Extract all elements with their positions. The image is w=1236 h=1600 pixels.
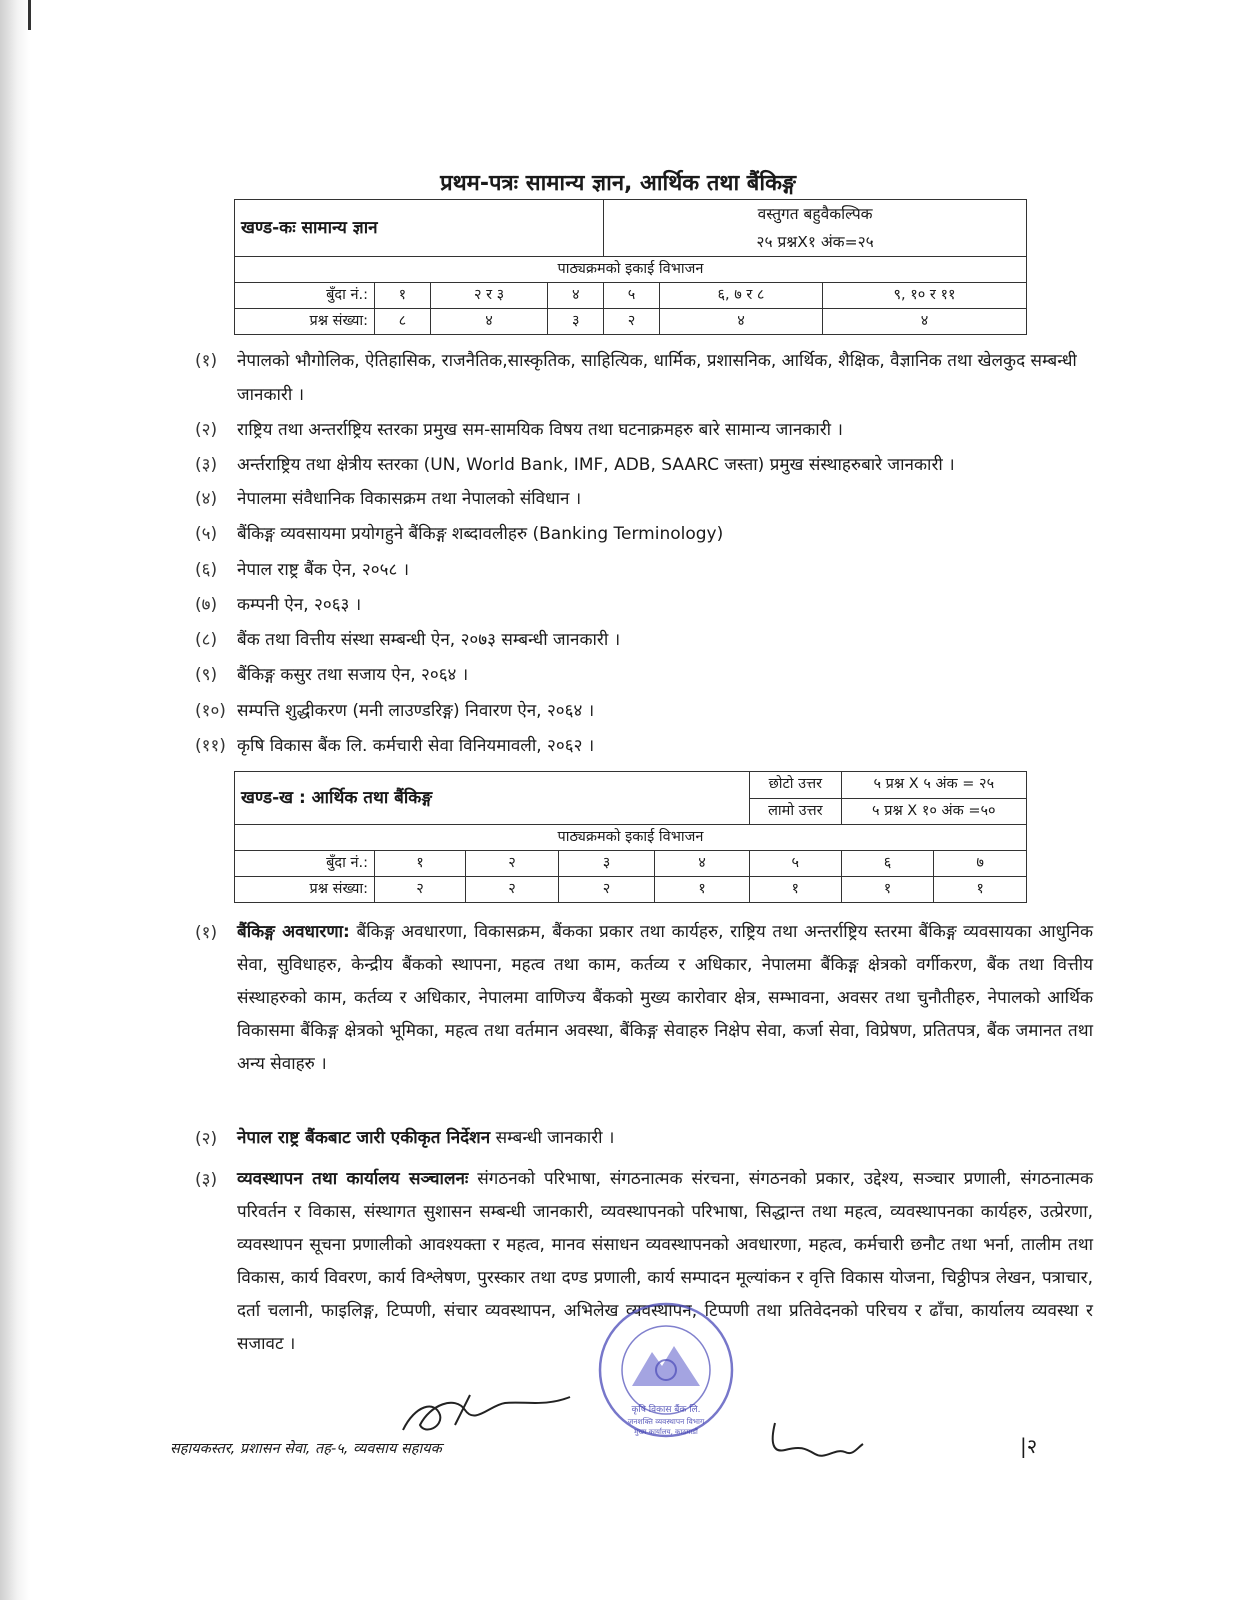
item-text: सम्बन्धी जानकारी । — [490, 1128, 615, 1148]
table-cell: ९, १० र ११ — [822, 283, 1026, 309]
short-answer-label: छोटो उत्तर — [750, 772, 842, 799]
scan-edge — [0, 0, 30, 1600]
list-item — [195, 448, 1095, 482]
points-label: बुँदा नं.: — [235, 283, 375, 309]
section-b-counts-row — [235, 877, 1027, 903]
item-text: कृषि विकास बैंक लि. कर्मचारी सेवा विनियमावली, २०६२ । — [237, 736, 595, 756]
section-a-counts-row — [235, 309, 1027, 335]
item-number: (५) — [195, 524, 218, 544]
signature-right — [765, 1418, 875, 1468]
item-number: (३) — [195, 455, 218, 475]
table-cell: ७ — [934, 851, 1027, 877]
item-heading: नेपाल राष्ट्र बैंकबाट जारी एकीकृत निर्देशन — [237, 1128, 491, 1148]
table-cell: १ — [841, 877, 934, 903]
item-number: (७) — [195, 595, 218, 615]
section-b-title: खण्ड-ख : आर्थिक तथा बैंकिङ्ग — [235, 772, 750, 825]
table-cell: ८ — [375, 309, 431, 335]
seal-line1: कृषि विकास बैंक लि. — [631, 1405, 701, 1415]
table-cell: ३ — [548, 309, 604, 335]
short-answer-value: ५ प्रश्न X ५ अंक = २५ — [841, 772, 1026, 799]
item-text: नेपालमा संवैधानिक विकासक्रम तथा नेपालको संविधान । — [237, 489, 582, 509]
table-cell: २ — [466, 877, 559, 903]
list-item — [195, 344, 1095, 405]
signature-left — [395, 1385, 595, 1445]
item-number: (११) — [195, 736, 226, 756]
item-text: राष्ट्रिय तथा अन्तर्राष्ट्रिय स्तरका प्रमुख सम-सामयिक विषय तथा घटनाक्रमहरु बारे सामान्य जानकारी । — [237, 420, 843, 440]
table-cell: ६, ७ र ८ — [659, 283, 822, 309]
list-item — [195, 916, 1095, 1074]
table-cell: १ — [375, 283, 431, 309]
section-b-division-label: पाठ्यक्रमको इकाई विभाजन — [235, 825, 1027, 851]
official-seal — [596, 1300, 736, 1440]
item-text: बैंकिङ्ग व्यवसायमा प्रयोगहुने बैंकिङ्ग शब्दावलीहरु (Banking Terminology) — [237, 524, 724, 544]
item-number: (६) — [195, 560, 218, 580]
item-text: नेपाल राष्ट्र बैंक ऐन, २०५८ । — [237, 560, 410, 580]
list-item — [195, 658, 1095, 692]
list-item — [195, 694, 1095, 728]
item-text: अर्न्तराष्ट्रिय तथा क्षेत्रीय स्तरका (UN, World Bank, IMF, ADB, SAARC जस्ता) प्रमुख संस्थाहरुबारे जानकारी । — [237, 455, 955, 475]
item-number: (३) — [195, 1170, 218, 1190]
item-heading: बैंकिङ्ग अवधारणा: — [237, 922, 350, 942]
long-answer-value: ५ प्रश्न X १० अंक =५० — [841, 798, 1026, 825]
item-heading: व्यवस्थापन तथा कार्यालय सञ्चालनः — [237, 1169, 469, 1189]
seal-line2: जनशक्ति व्यवस्थापन विभाग — [627, 1417, 705, 1426]
item-text: संगठनको परिभाषा, संगठनात्मक संरचना, संगठनको प्रकार, उद्देश्य, सञ्चार प्रणाली, संगठनात्मक परिवर्तन र विकास, संस्थागत सुशासन सम्बन्धी जानकारी, व्यवस्थापनको परिभाषा, सिद्धान्त तथा महत्व, व्यवस्थापनका कार्यहरु, उत्प्रेरणा, व्यवस्थापन सूचना प्रणालीको आवश्यक्ता र महत्व, मानव संसाधन व्यवस्थापनको अवधारणा, महत्व, कर्मचारी छनौट तथा भर्ना, तालीम तथा विकास, कार्य विवरण, कार्य विश्लेषण, पुरस्कार तथा दण्ड प्रणाली, कार्य सम्पादन मूल्यांकन र वृत्ति विकास योजना, चिठ्ठीपत्र लेखन, पत्राचार, दर्ता चलानी, फाइलिङ्ग, टिप्पणी, संचार व्यवस्थापन, अभिलेख व्यवस्थापन, टिप्पणी तथा प्रतिवेदनको परिचय र ढाँचा, कार्यालय व्यवस्था र सजावट । — [237, 1169, 1093, 1354]
table-cell: ४ — [822, 309, 1026, 335]
item-paragraph — [237, 1122, 1093, 1155]
table-cell: १ — [750, 877, 842, 903]
list-item — [195, 482, 1095, 516]
table-cell: २ — [604, 309, 660, 335]
list-item — [195, 517, 1095, 551]
table-cell: ४ — [659, 309, 822, 335]
section-a-table — [234, 199, 1027, 335]
item-number: (१०) — [195, 701, 226, 721]
table-cell: १ — [655, 877, 750, 903]
item-text: कम्पनी ऐन, २०६३ । — [237, 595, 362, 615]
item-number: (२) — [195, 1129, 218, 1149]
list-item — [195, 1122, 1095, 1156]
section-a-type-line2: २५ प्रश्नX१ अंक=२५ — [604, 228, 1027, 257]
item-text: बैंक तथा वित्तीय संस्था सम्बन्धी ऐन, २०७३ सम्बन्धी जानकारी । — [237, 630, 621, 650]
item-text: बैंकिङ्ग कसुर तथा सजाय ऐन, २०६४ । — [237, 665, 469, 685]
table-cell: १ — [934, 877, 1027, 903]
table-cell: ६ — [841, 851, 934, 877]
item-number: (४) — [195, 489, 218, 509]
points-label: बुँदा नं.: — [235, 851, 375, 877]
item-number: (१) — [195, 351, 218, 371]
table-cell: ५ — [750, 851, 842, 877]
item-number: (२) — [195, 420, 218, 440]
table-cell: १ — [375, 851, 466, 877]
list-item — [195, 413, 1095, 447]
section-b-table — [234, 771, 1027, 903]
item-number: (८) — [195, 630, 218, 650]
list-item — [195, 729, 1095, 763]
table-cell: ४ — [655, 851, 750, 877]
table-cell: ३ — [559, 851, 655, 877]
item-number: (१) — [195, 923, 218, 943]
table-cell: ५ — [604, 283, 660, 309]
seal-line3: मुख्य कार्यालय, काठमाडौं — [634, 1428, 698, 1436]
table-cell: २ — [559, 877, 655, 903]
item-paragraph — [237, 916, 1093, 1081]
item-text: नेपालको भौगोलिक, ऐतिहासिक, राजनैतिक,सास्कृतिक, साहित्यिक, धार्मिक, प्रशासनिक, आर्थिक, शैक्षिक, वैज्ञानिक तथा खेलकुद सम्बन्धी जानकारी । — [237, 351, 1077, 405]
item-number: (९) — [195, 665, 218, 685]
section-a-type-line1: वस्तुगत बहुवैकल्पिक — [604, 200, 1027, 229]
list-item — [195, 553, 1095, 587]
list-item — [195, 623, 1095, 657]
table-cell: ४ — [430, 309, 547, 335]
table-cell: २ — [375, 877, 466, 903]
table-cell: २ र ३ — [430, 283, 547, 309]
item-text: बैंकिङ्ग अवधारणा, विकासक्रम, बैंकका प्रकार तथा कार्यहरु, राष्ट्रिय तथा अन्तर्राष्ट्रिय स्तरमा बैंकिङ्ग व्यवसायका आधुनिक सेवा, सुविधाहरु, केन्द्रीय बैंकको स्थापना, महत्व तथा काम, कर्तव्य र अधिकार, नेपालमा बैंकिङ्ग क्षेत्रको वर्गीकरण, बैंक तथा वित्तीय संस्थाहरुको काम, कर्तव्य र अधिकार, नेपालमा वाणिज्य बैंकको मुख्य कारोवार क्षेत्र, सम्भावना, अवसर तथा चुनौतीहरु, नेपालको आर्थिक विकासमा बैंकिङ्ग क्षेत्रको भूमिका, महत्व तथा वर्तमान अवस्था, बैंकिङ्ग सेवाहरु निक्षेप सेवा, कर्जा सेवा, विप्रेषण, प्रतितपत्र, बैंक जमानत तथा अन्य सेवाहरु । — [237, 922, 1093, 1074]
section-a-division-label: पाठ्यक्रमको इकाई विभाजन — [235, 257, 1027, 283]
list-item — [195, 1163, 1095, 1354]
section-b-points-row — [235, 851, 1027, 877]
item-text: सम्पत्ति शुद्धीकरण (मनी लाउण्डरिङ्ग) निवारण ऐन, २०६४ । — [237, 701, 595, 721]
footer-text: सहायकस्तर, प्रशासन सेवा, तह-५, व्यवसाय सहायक — [170, 1441, 442, 1457]
list-item — [195, 588, 1095, 622]
table-cell: ४ — [548, 283, 604, 309]
section-a-points-row — [235, 283, 1027, 309]
counts-label: प्रश्न संख्या: — [235, 309, 375, 335]
counts-label: प्रश्न संख्या: — [235, 877, 375, 903]
page-number: |२ — [1020, 1434, 1038, 1458]
table-cell: २ — [466, 851, 559, 877]
long-answer-label: लामो उत्तर — [750, 798, 842, 825]
section-a-title: खण्ड-कः सामान्य ज्ञान — [235, 200, 604, 257]
page-title: प्रथम-पत्रः सामान्य ज्ञान, आर्थिक तथा बैंकिङ्ग — [440, 171, 796, 196]
